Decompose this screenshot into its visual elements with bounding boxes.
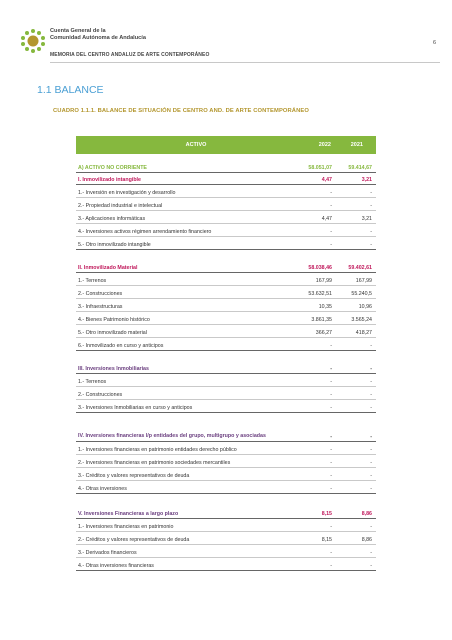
- row-label: 2.- Construcciones: [78, 290, 123, 297]
- row-label: 4.- Bienes Patrimonio histórico: [78, 316, 150, 323]
- row-value-2021: -: [370, 433, 372, 440]
- header-activo: ACTIVO: [185, 142, 207, 148]
- memo-title: MEMORIA DEL CENTRO ANDALUZ DE ARTE CONTEMPORÁNEO: [50, 52, 210, 58]
- row-value-2022: -: [330, 523, 332, 530]
- row-value-2022: -: [330, 485, 332, 492]
- row-value-2022: -: [330, 433, 332, 440]
- row-value-2021: 3,21: [361, 176, 372, 183]
- row-label: 1.- Inversiones financieras en patrimonio: [78, 523, 174, 530]
- row-label: 4.- Otras inversiones: [78, 485, 127, 492]
- row-value-2021: -: [370, 378, 372, 385]
- row-value-2021: 3.565,24: [351, 316, 372, 323]
- table-row: [76, 532, 376, 545]
- table-row: [76, 455, 376, 468]
- row-value-2022: 58.051,07: [308, 164, 332, 171]
- table-row: [76, 442, 376, 455]
- row-label: 2.- Propiedad industrial e intelectual: [78, 202, 163, 209]
- header-divider: [50, 62, 440, 63]
- row-value-2022: -: [330, 241, 332, 248]
- document-header: [12, 22, 440, 66]
- row-value-2021: -: [370, 241, 372, 248]
- row-label: II. Inmovilizado Material: [78, 264, 138, 271]
- row-label: 2.- Créditos y valores representativos de deuda: [78, 536, 190, 543]
- table-row: [76, 161, 376, 173]
- row-value-2021: -: [370, 523, 372, 530]
- row-value-2021: -: [370, 472, 372, 479]
- junta-andalucia-logo-icon: [20, 28, 46, 54]
- table-row: [76, 211, 376, 224]
- row-value-2021: 10,96: [358, 303, 372, 310]
- row-value-2021: 59.414,67: [348, 164, 372, 171]
- page-number: 6: [432, 40, 436, 46]
- row-value-2022: -: [330, 378, 332, 385]
- row-label: 1.- Inversiones financieras en patrimonio entidades derecho público: [78, 446, 237, 453]
- row-label: 3.- Inversiones Inmobiliarias en curso y anticipos: [78, 404, 193, 411]
- row-label: IV. Inversiones financieras l/p entidades del grupo, multigrupo y asociadas: [78, 432, 266, 439]
- row-value-2022: -: [330, 365, 332, 372]
- table-row: [76, 258, 376, 273]
- row-value-2022: -: [330, 189, 332, 196]
- row-value-2021: 3,21: [361, 215, 372, 222]
- row-value-2022: -: [330, 446, 332, 453]
- row-label: 1.- Terrenos: [78, 277, 107, 284]
- row-value-2021: 55.240,5: [351, 290, 372, 297]
- header-year-2021: 2021: [350, 142, 363, 148]
- row-value-2022: 8,15: [321, 510, 332, 517]
- table-row: [76, 286, 376, 299]
- row-value-2021: -: [370, 562, 372, 569]
- row-label: 3.- Infraestructuras: [78, 303, 123, 310]
- row-value-2021: 8,86: [361, 536, 372, 543]
- row-value-2022: -: [330, 459, 332, 466]
- row-value-2022: 10,35: [318, 303, 332, 310]
- organization-name: [50, 28, 146, 42]
- row-value-2022: -: [330, 549, 332, 556]
- table-row: [76, 359, 376, 374]
- row-value-2022: 8,15: [321, 536, 332, 543]
- row-value-2021: 418,27: [355, 329, 372, 336]
- row-value-2021: -: [370, 549, 372, 556]
- row-value-2021: 167,99: [355, 277, 372, 284]
- row-label: 3.- Aplicaciones informáticas: [78, 215, 146, 222]
- table-row: [76, 481, 376, 494]
- row-label: 6.- Inmovilizado en curso y anticipos: [78, 342, 164, 349]
- row-value-2022: 4,47: [321, 176, 332, 183]
- table-row: [76, 519, 376, 532]
- row-value-2021: -: [370, 404, 372, 411]
- row-label: 1.- Terrenos: [78, 378, 107, 385]
- table-row: [76, 387, 376, 400]
- row-value-2022: 167,99: [315, 277, 332, 284]
- table-row: [76, 423, 376, 442]
- row-value-2022: 3.861,35: [311, 316, 332, 323]
- row-label: 4.- Otras inversiones financieras: [78, 562, 154, 569]
- row-value-2021: -: [370, 459, 372, 466]
- row-value-2022: -: [330, 472, 332, 479]
- row-value-2021: -: [370, 391, 372, 398]
- row-value-2022: -: [330, 562, 332, 569]
- row-label: 2.- Construcciones: [78, 391, 123, 398]
- table-row: [76, 237, 376, 250]
- row-value-2021: -: [370, 485, 372, 492]
- row-label: 5.- Otro inmovilizado material: [78, 329, 147, 336]
- row-label: 1.- Inversión en investigación y desarrollo: [78, 189, 176, 196]
- table-row: [76, 173, 376, 185]
- row-value-2022: -: [330, 342, 332, 349]
- table-row: [76, 468, 376, 481]
- row-value-2022: 58.038,46: [308, 264, 332, 271]
- row-value-2021: 59.402,61: [348, 264, 372, 271]
- row-label: 5.- Otro inmovilizado intangible: [78, 241, 151, 248]
- table-row: [76, 198, 376, 211]
- header-year-2022: 2022: [318, 142, 331, 148]
- row-value-2022: -: [330, 228, 332, 235]
- row-value-2021: -: [370, 446, 372, 453]
- row-label: III. Inversiones Inmobiliarias: [78, 365, 149, 372]
- row-value-2022: 4,47: [321, 215, 332, 222]
- row-value-2022: 53.632,51: [308, 290, 332, 297]
- table-row: [76, 400, 376, 413]
- row-label: I. Inmovilizado intangible: [78, 176, 141, 183]
- row-value-2021: -: [370, 342, 372, 349]
- org-line-2: Comunidad Autónoma de Andalucía: [50, 35, 146, 41]
- table-row: [76, 312, 376, 325]
- row-value-2021: -: [370, 228, 372, 235]
- row-value-2022: 366,27: [315, 329, 332, 336]
- table-row: [76, 273, 376, 286]
- row-value-2022: -: [330, 202, 332, 209]
- table-row: [76, 504, 376, 519]
- table-title: CUADRO 1.1.1. BALANCE DE SITUACIÓN DE CENTRO AND. DE ARTE CONTEMPORÁNEO: [53, 108, 309, 114]
- table-row: [76, 224, 376, 237]
- table-row: [76, 374, 376, 387]
- org-line-1: Cuenta General de la: [50, 28, 106, 34]
- table-row: [76, 338, 376, 351]
- row-label: 3.- Créditos y valores representativos de deuda: [78, 472, 190, 479]
- table-row: [76, 299, 376, 312]
- row-label: 3.- Derivados financieros: [78, 549, 137, 556]
- row-value-2021: -: [370, 202, 372, 209]
- row-value-2022: -: [330, 404, 332, 411]
- table-row: [76, 185, 376, 198]
- row-label: A) ACTIVO NO CORRIENTE: [78, 164, 147, 171]
- row-value-2022: -: [330, 391, 332, 398]
- table-header: [76, 136, 376, 154]
- row-value-2021: -: [370, 189, 372, 196]
- row-label: V. Inversiones Financieras a largo plazo: [78, 510, 179, 517]
- table-row: [76, 545, 376, 558]
- row-label: 2.- Inversiones financieras en patrimonio sociedades mercantiles: [78, 459, 231, 466]
- table-row: [76, 558, 376, 571]
- row-label: 4.- Inversiones activos régimen arrendamiento financiero: [78, 228, 212, 235]
- row-value-2021: 8,86: [361, 510, 372, 517]
- row-value-2021: -: [370, 365, 372, 372]
- section-title: 1.1 BALANCE: [37, 84, 104, 96]
- table-row: [76, 325, 376, 338]
